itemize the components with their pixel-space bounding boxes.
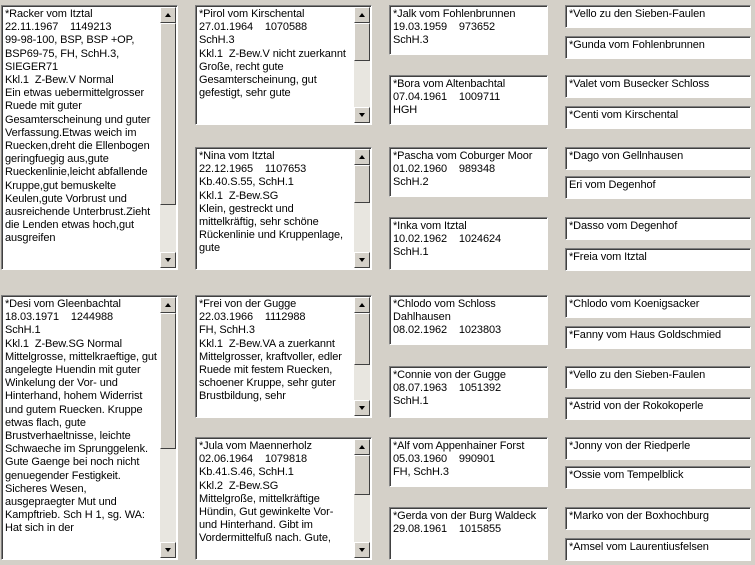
dog-2-record[interactable] <box>1 295 178 560</box>
dog-2-dam-sire-record[interactable] <box>389 437 548 487</box>
dog-1-sire-dam-text: *Bora vom Altenbachtal 07.04.1961 1009711 HGH <box>393 78 506 117</box>
dog-1-dam-sire-text: *Pascha vom Coburger Moor 01.02.1960 989348 SchH.2 <box>393 150 533 189</box>
ggp-name: *Fanny vom Haus Goldschmied <box>569 329 721 341</box>
scroll-thumb[interactable] <box>354 313 370 365</box>
ggp-name: *Dasso vom Degenhof <box>569 220 678 232</box>
dog-1-dam-text: *Nina vom Itztal 22.12.1965 1107653 Kb.40.S.55, SchH.1 Kkl.1 Z-Bew.SG Klein, gestreckt und mittelkräftig, sehr schöne Rückenlinie und Kruppenlage, gute <box>199 150 343 255</box>
dog-2-sire-sire-record[interactable] <box>389 295 548 345</box>
scroll-up-arrow-icon[interactable] <box>354 149 370 165</box>
dog-2-scrollbar[interactable] <box>160 297 176 558</box>
dog-2-dam-sire-text: *Alf vom Appenhainer Forst 05.03.1960 990901 FH, SchH.3 <box>393 440 525 479</box>
scroll-thumb[interactable] <box>354 23 370 61</box>
ggp-6[interactable] <box>565 176 751 199</box>
scroll-down-arrow-icon[interactable] <box>354 542 370 558</box>
ggp-16[interactable] <box>565 538 751 561</box>
scroll-down-arrow-icon[interactable] <box>354 252 370 268</box>
ggp-name: *Marko von der Boxhochburg <box>569 510 709 522</box>
scroll-up-arrow-icon[interactable] <box>354 7 370 23</box>
dog-2-sire-text: *Frei von der Gugge 22.03.1966 1112988 FH, SchH.3 Kkl.1 Z-Bew.VA a zuerkannt Mittelgrosser, kraftvoller, edler Ruede mit festem Ruecken, schoener Kruppe, sehr guter Brustbildung, sehr <box>199 298 342 403</box>
scroll-up-arrow-icon[interactable] <box>354 439 370 455</box>
scroll-thumb[interactable] <box>354 455 370 495</box>
dog-1-sire-scrollbar[interactable] <box>354 7 370 123</box>
dog-1-sire-text: *Pirol vom Kirschental 27.01.1964 1070588 SchH.3 Kkl.1 Z-Bew.V nicht zuerkannt Große, recht gute Gesamterscheinung, gut gefestigt, sehr gute <box>199 8 346 100</box>
dog-2-sire-dam-record[interactable] <box>389 366 548 418</box>
dog-1-scrollbar[interactable] <box>160 7 176 268</box>
scroll-thumb[interactable] <box>160 313 176 449</box>
scroll-up-arrow-icon[interactable] <box>160 297 176 313</box>
ggp-11[interactable] <box>565 366 751 389</box>
dog-1-dam-scrollbar[interactable] <box>354 149 370 268</box>
dog-2-sire-sire-text: *Chlodo vom Schloss Dahlhausen 08.02.1962 1023803 <box>393 298 502 337</box>
ggp-name: *Astrid von der Rokokoperle <box>569 400 704 412</box>
ggp-name: *Dago von Gellnhausen <box>569 150 684 162</box>
dog-2-dam-text: *Jula vom Maennerholz 02.06.1964 1079818 Kb.41.S.46, SchH.1 Kkl.2 Z-Bew.SG Mittelgroße, mittelkräftige Hündin, Gut gewinkelte Vor- und Hinterhand. Gibt im Vordermittelfuß nach. Gute, <box>199 440 334 545</box>
ggp-name: *Centi vom Kirschental <box>569 109 679 121</box>
ggp-10[interactable] <box>565 326 751 349</box>
ggp-5[interactable] <box>565 147 751 170</box>
dog-1-sire-record[interactable] <box>195 5 372 125</box>
dog-2-dam-dam-record[interactable] <box>389 507 548 560</box>
ggp-8[interactable] <box>565 248 751 271</box>
dog-2-sire-scrollbar[interactable] <box>354 297 370 416</box>
ggp-name: *Vello zu den Sieben-Faulen <box>569 369 706 381</box>
ggp-name: Eri vom Degenhof <box>569 179 656 191</box>
ggp-name: *Valet vom Busecker Schloss <box>569 78 710 90</box>
ggp-name: *Vello zu den Sieben-Faulen <box>569 8 706 20</box>
dog-1-text: *Racker vom Itztal 22.11.1967 1149213 99-98-100, BSP, BSP +OP, BSP69-75, FH, SchH.3, SIEGER71 Kkl.1 Z-Bew.V Normal Ein etwas uebermittelgrosser Ruede mit guter Gesamterscheinung und guter Verfassung.Etwas weich im Ruecken,dreht die Ellenbogen geringfuegig aus,gute Rueckenlinie,leicht abfallende Kruppe,gut bemuskelte Keulen,gute Vorbrust und ausreichende Unterbrust.Zieht die Lenden etwas hoch,gut ausgreifen <box>5 8 151 245</box>
ggp-12[interactable] <box>565 397 751 420</box>
ggp-14[interactable] <box>565 466 751 489</box>
dog-2-sire-record[interactable] <box>195 295 372 418</box>
ggp-1[interactable] <box>565 5 751 28</box>
scroll-up-arrow-icon[interactable] <box>160 7 176 23</box>
scroll-up-arrow-icon[interactable] <box>354 297 370 313</box>
ggp-7[interactable] <box>565 217 751 240</box>
dog-1-record[interactable] <box>1 5 178 270</box>
scroll-thumb[interactable] <box>354 165 370 203</box>
ggp-13[interactable] <box>565 437 751 460</box>
scroll-down-arrow-icon[interactable] <box>354 107 370 123</box>
ggp-name: *Freia vom Itztal <box>569 251 647 263</box>
scroll-down-arrow-icon[interactable] <box>160 542 176 558</box>
dog-1-dam-dam-text: *Inka vom Itztal 10.02.1962 1024624 SchH.1 <box>393 220 502 259</box>
dog-1-dam-dam-record[interactable] <box>389 217 548 270</box>
ggp-name: *Gunda vom Fohlenbrunnen <box>569 39 705 51</box>
dog-2-text: *Desi vom Gleenbachtal 18.03.1971 1244988 SchH.1 Kkl.1 Z-Bew.SG Normal Mittelgrosse, mittelkraeftige, gut angelegte Huendin mit guter Winkelung der Vor- und Hinterhand, hohem Widerrist und gutem Ruecken. Kruppe etwas flach, gute Brustverhaeltnisse, leichte Schwaeche im Sprunggelenk. Gute Gaenge bei noch nicht genuegender Festigkeit. Sicheres Wesen, ausgepraegter Mut und Kampftrieb. Sch H 1, sg. WA: Hat sich in der <box>5 298 157 535</box>
scroll-down-arrow-icon[interactable] <box>354 400 370 416</box>
dog-2-dam-scrollbar[interactable] <box>354 439 370 558</box>
ggp-3[interactable] <box>565 75 751 98</box>
dog-1-sire-dam-record[interactable] <box>389 75 548 125</box>
ggp-2[interactable] <box>565 36 751 59</box>
dog-2-dam-record[interactable] <box>195 437 372 560</box>
dog-1-sire-sire-record[interactable] <box>389 5 548 55</box>
ggp-9[interactable] <box>565 295 751 318</box>
scroll-down-arrow-icon[interactable] <box>160 252 176 268</box>
dog-1-dam-sire-record[interactable] <box>389 147 548 197</box>
ggp-name: *Chlodo vom Koenigsacker <box>569 298 700 310</box>
ggp-15[interactable] <box>565 507 751 530</box>
dog-2-dam-dam-text: *Gerda von der Burg Waldeck 29.08.1961 1015855 <box>393 510 537 536</box>
ggp-name: *Jonny von der Riedperle <box>569 440 691 452</box>
dog-2-sire-dam-text: *Connie von der Gugge 08.07.1963 1051392 SchH.1 <box>393 369 506 408</box>
dog-1-sire-sire-text: *Jalk vom Fohlenbrunnen 19.03.1959 973652 SchH.3 <box>393 8 516 47</box>
scroll-thumb[interactable] <box>160 23 176 205</box>
ggp-name: *Amsel vom Laurentiusfelsen <box>569 541 709 553</box>
ggp-name: *Ossie vom Tempelblick <box>569 469 684 481</box>
dog-1-dam-record[interactable] <box>195 147 372 270</box>
ggp-4[interactable] <box>565 106 751 129</box>
